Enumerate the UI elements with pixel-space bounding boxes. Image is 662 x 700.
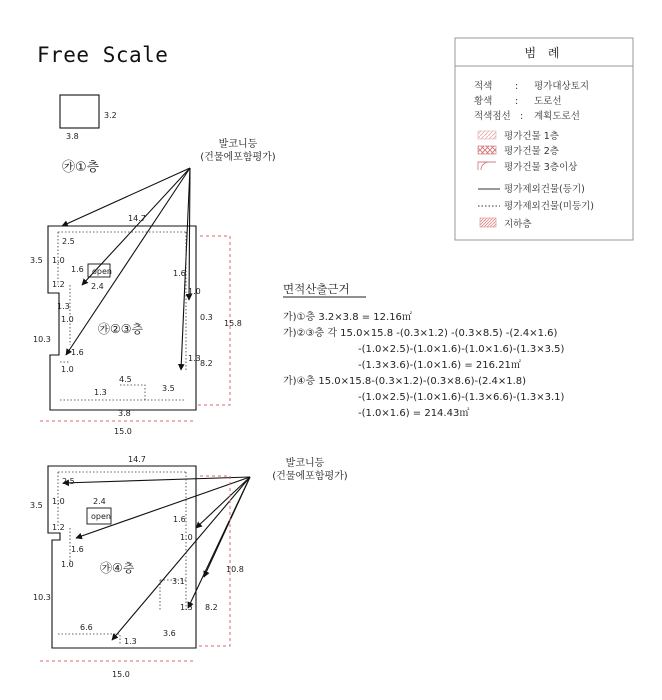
callout-note: (건물에포함평가) <box>272 471 348 482</box>
dim-label: 1.0 <box>61 365 74 374</box>
calc-line: 가)①층 3.2×3.8 = 12.16㎡ <box>283 312 412 323</box>
dim-label: 15.0 <box>112 670 130 679</box>
first-floor-outline <box>60 95 99 128</box>
legend <box>455 38 633 240</box>
calc-line: -(1.0×2.5)-(1.0×1.6)-(1.0×1.6)-(1.3×3.5) <box>358 344 565 355</box>
dim-label: 1.3 <box>94 388 107 397</box>
dim-label: 4.5 <box>119 375 132 384</box>
swatch-hatch-dense <box>480 218 496 227</box>
dim-label: 1.6 <box>71 545 84 554</box>
legend-item-label: 평가제외건물(등기) <box>504 184 585 195</box>
legend-row-key: 적색점선 <box>474 111 511 122</box>
legend-row-value: 계획도로선 <box>534 111 580 122</box>
callout-arrow <box>204 477 250 577</box>
dim-label: 1.0 <box>61 315 74 324</box>
legend-item-label: 평가건물 1층 <box>504 131 559 142</box>
legend-row-value: 평가대상토지 <box>534 81 590 92</box>
dim-label: 1.6 <box>173 515 186 524</box>
legend-header: 범 례 <box>524 46 564 60</box>
dim-label: 3.2 <box>104 111 117 120</box>
dim-label: 15.8 <box>224 319 242 328</box>
floor-2-3-plan <box>30 214 242 436</box>
dim-label: 2.5 <box>62 237 75 246</box>
swatch-hatch-light <box>478 131 496 139</box>
legend-item-label: 평가건물 3층이상 <box>504 162 578 173</box>
dim-label: 3.5 <box>30 256 43 265</box>
dim-label: 1.6 <box>71 348 84 357</box>
swatch-cross <box>478 146 496 154</box>
legend-item-label: 평가제외건물(미등기) <box>504 201 595 212</box>
dim-label: 0.3 <box>200 313 213 322</box>
dim-label: 10.8 <box>226 565 244 574</box>
dim-label: 3.6 <box>163 629 176 638</box>
callout-note: (건물에포함평가) <box>200 152 276 163</box>
dim-label: 10.3 <box>33 593 51 602</box>
dim-label: 1.0 <box>52 256 65 265</box>
floor-4-plan <box>30 455 244 679</box>
first-floor-plan <box>60 95 117 175</box>
callout-arrow <box>196 477 250 528</box>
area-calculation <box>283 282 564 419</box>
dim-label: 1.0 <box>52 497 65 506</box>
dim-label: 1.0 <box>61 560 74 569</box>
calc-line: 가)②③층 각 15.0×15.8 -(0.3×1.2) -(0.3×8.5) -(2.4×1.6) <box>283 328 558 339</box>
callout-title: 발코니등 <box>285 458 325 469</box>
dim-label: 2.5 <box>62 477 75 486</box>
open-label: open <box>92 267 112 276</box>
open-label: open <box>91 512 111 521</box>
dim-label: 14.7 <box>128 214 146 223</box>
calc-line: 가)④층 15.0×15.8-(0.3×1.2)-(0.3×8.6)-(2.4×1.8) <box>283 376 527 387</box>
floor-label: ㉮④층 <box>100 561 135 575</box>
dim-label: 6.6 <box>80 623 93 632</box>
dim-label: 14.7 <box>128 455 146 464</box>
dim-label: 1.3 <box>124 637 137 646</box>
dim-label: 3.1 <box>172 577 185 586</box>
dim-label: 1.6 <box>173 269 186 278</box>
dim-label: 1.2 <box>52 280 65 289</box>
dim-label: 8.2 <box>200 359 213 368</box>
floor-label: ㉮①층 <box>62 160 100 175</box>
dim-label: 15.0 <box>114 427 132 436</box>
calc-line: -(1.0×1.6) = 214.43㎡ <box>358 408 470 419</box>
dim-label: 1.3 <box>180 603 193 612</box>
legend-row-key: 적색 <box>474 81 493 92</box>
dim-label: 3.8 <box>66 132 79 141</box>
dim-label: 1.2 <box>52 523 65 532</box>
callout-title: 발코니등 <box>218 139 258 150</box>
plan-bottom-inner-dotted <box>58 472 186 645</box>
dim-label: 3.5 <box>30 501 43 510</box>
calc-line: -(1.0×2.5)-(1.0×1.6)-(1.3×6.6)-(1.3×3.1) <box>358 392 565 403</box>
dim-label: 2.4 <box>91 282 104 291</box>
page-title: Free Scale <box>37 43 169 67</box>
legend-row-sep: : <box>515 96 519 107</box>
legend-item-label: 평가건물 2층 <box>504 146 559 157</box>
legend-row-value: 도로선 <box>534 96 562 107</box>
dim-label: 3.8 <box>118 409 131 418</box>
balcony-callout-bottom <box>63 456 348 640</box>
dim-label: 10.3 <box>33 335 51 344</box>
floor-label: ㉮②③층 <box>98 322 144 336</box>
calc-line: -(1.3×3.6)-(1.0×1.6) = 216.21㎡ <box>358 360 521 371</box>
callout-arrow <box>63 477 250 483</box>
dim-label: 1.3 <box>57 302 70 311</box>
legend-item-label: 지하층 <box>504 219 532 230</box>
dim-label: 1.3 <box>188 354 201 363</box>
calc-heading: 면적산출근거 <box>283 282 350 296</box>
dim-label: 3.5 <box>162 384 175 393</box>
swatch-arc <box>478 162 496 170</box>
dim-label: 1.6 <box>71 265 84 274</box>
dim-label: 8.2 <box>205 603 218 612</box>
dim-label: 1.0 <box>188 287 201 296</box>
dim-label: 1.0 <box>180 533 193 542</box>
legend-row-key: 황색 <box>474 96 493 107</box>
legend-row-sep: : <box>515 81 519 92</box>
legend-row-sep: : <box>520 111 524 122</box>
dim-label: 2.4 <box>93 497 106 506</box>
